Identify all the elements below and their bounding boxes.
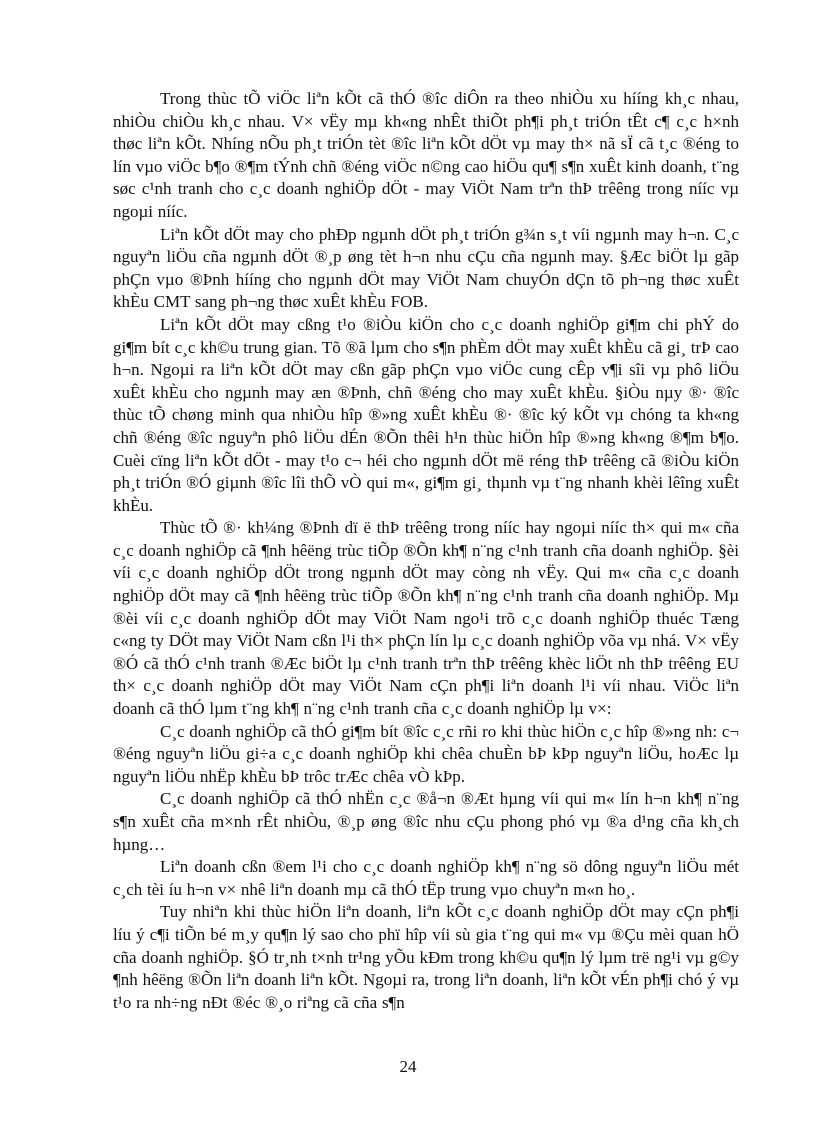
- page-number: 24: [399, 1057, 417, 1076]
- paragraph-6: C¸c doanh nghiÖp cã thÓ nhËn c¸c ®å¬n ®Æt hµng víi qui m« lín h¬n kh¶ n¨ng s¶n xuÊt cña m×nh rÊt nhiÒu, ®¸p øng ®îc nhu cÇu phong phó vµ ®a d¹ng cña kh¸ch hµng…: [113, 789, 739, 854]
- paragraph-4: Thùc tÕ ®· kh¼ng ®Þnh dï ë thÞ trêêng trong nííc hay ngoµi nííc th× qui m« cña c¸c doanh nghiÖp cã ¶nh hêëng trùc tiÕp ®Õn kh¶ n¨ng c¹nh tranh cña doanh nghiÖp. §èi víi c¸c doanh nghiÖp dÖt trong ngµnh dÖt may còng nh vËy. Qui m« cña c¸c doanh nghiÖp dÖt may cã ¶nh hêëng trùc tiÕp ®Õn kh¶ n¨ng c¹nh tranh cña doanh nghiÖp. Mµ ®èi víi c¸c doanh nghiÖp dÖt may ViÖt Nam ngo¹i trõ c¸c doanh nghiÖp thuéc Tæng c«ng ty DÖt may ViÖt Nam cßn l¹i th× phÇn lín lµ c¸c doanh nghiÖp võa vµ nhá. V× vËy ®Ó cã thÓ c¹nh tranh ®Æc biÖt lµ c¹nh tranh trªn thÞ trêêng khèc liÖt nh thÞ trêêng EU th× c¸c doanh nghiÖp dÖt may ViÖt Nam cÇn ph¶i liªn doanh l¹i víi nhau. ViÖc liªn doanh cã thÓ lµm t¨ng kh¶ n¨ng c¹nh tranh cña c¸c doanh nghiÖp lµ v×:: [113, 518, 739, 719]
- paragraph-8: Tuy nhiªn khi thùc hiÖn liªn doanh, liªn kÕt c¸c doanh nghiÖp dÖt may cÇn ph¶i líu ý c¶i tiÕn bé m¸y qu¶n lý sao cho phï hîp víi sù gia t¨ng qui m« vµ ®Çu mèi quan hÖ cña doanh nghiÖp. §Ó tr¸nh t×nh tr¹ng yÕu kÐm trong kh©u qu¶n lý lµm trë ng¹i vµ g©y ¶nh hêëng ®Õn liªn doanh liªn kÕt. Ngoµi ra, trong liªn doanh, liªn kÕt vÉn ph¶i chó ý vµ t¹o ra nh÷ng nÐt ®éc ®¸o riªng cã cña s¶n: [113, 902, 739, 1012]
- body-text: [113, 88, 739, 1014]
- paragraph-1: Trong thùc tÕ viÖc liªn kÕt cã thÓ ®îc diÔn ra theo nhiÒu xu hííng kh¸c nhau, nhiÒu chiÒu kh¸c nhau. V× vËy mµ kh«ng nhÊt thiÕt ph¶i ph¸t triÓn tÊt c¶ c¸c h×nh thøc liªn kÕt. Nhíng nÕu ph¸t triÓn tèt ®îc liªn kÕt dÖt vµ may th× nã sÏ cã t¸c ®éng to lín vµo viÖc b¶o ®¶m tÝnh chñ ®éng viÖc n©ng cao hiÖu qu¶ s¶n xuÊt kinh doanh, t¨ng søc c¹nh tranh cho c¸c doanh nghiÖp dÖt - may ViÖt Nam trªn thÞ trêêng trong nííc vµ ngoµi nííc.: [113, 89, 739, 221]
- paragraph-3: Liªn kÕt dÖt may cßng t¹o ®iÒu kiÖn cho c¸c doanh nghiÖp gi¶m chi phÝ do gi¶m bít c¸c kh©u trung gian. Tõ ®ã lµm cho s¶n phÈm dÖt may xuÊt khÈu cã gi¸ trÞ cao h¬n. Ngoµi ra liªn kÕt dÖt may cßn gãp phÇn vµo viÖc cung cÊp v¶i sîi vµ phô liÖu xuÊt khÈu cho ngµnh may æn ®Þnh, chñ ®éng cho may xuÊt khÈu. §iÒu nµy ®· ®îc thùc tÕ chøng minh qua nhiÒu hîp ®»ng xuÊt khÈu ®· ®îc ký kÕt vµ chóng ta kh«ng chñ ®éng ®îc nguyªn phô liÖu dÉn ®Õn thêi h¹n thùc hiÖn hîp ®»ng kh«ng ®¶m b¶o. Cuèi cïng liªn kÕt dÖt - may t¹o c¬ héi cho ngµnh dÖt më réng thÞ trêêng cã ®iÒu kiÖn ph¸t triÓn ®Ó giµnh ®îc lîi thÕ vÒ qui m«, gi¶m gi¸ thµnh vµ t¨ng nhanh khèi lêîng xuÊt khÈu.: [113, 314, 739, 515]
- paragraph-5: C¸c doanh nghiÖp cã thÓ gi¶m bít ®îc c¸c rñi ro khi thùc hiÖn c¸c hîp ®»ng nh: c¬ ®éng nguyªn liÖu gi÷a c¸c doanh nghiÖp khi chêa chuÈn bÞ kÞp nguyªn liÖu, hoÆc lµ nguyªn liÖu nhËp khÈu bÞ trôc trÆc chêa vÒ kÞp.: [113, 721, 739, 786]
- paragraph-7: Liªn doanh cßn ®em l¹i cho c¸c doanh nghiÖp kh¶ n¨ng sö dông nguyªn liÖu mét c¸ch tèi íu h¬n v× nhê liªn doanh mµ cã thÓ tËp trung vµo chuyªn m«n ho¸.: [113, 857, 739, 899]
- paragraph-2: Liªn kÕt dÖt may cho phÐp ngµnh dÖt ph¸t triÓn g¾n s¸t víi ngµnh may h¬n. C¸c nguyªn liÖu cña ngµnh dÖt ®¸p øng tèt h¬n nhu cÇu cña ngµnh may. §Æc biÖt lµ gãp phÇn vµo ®Þnh hííng cho ngµnh dÖt may ViÖt Nam chuyÓn dÇn tõ ph¬ng thøc xuÊt khÈu CMT sang ph¬ng thøc xuÊt khÈu FOB.: [113, 224, 739, 312]
